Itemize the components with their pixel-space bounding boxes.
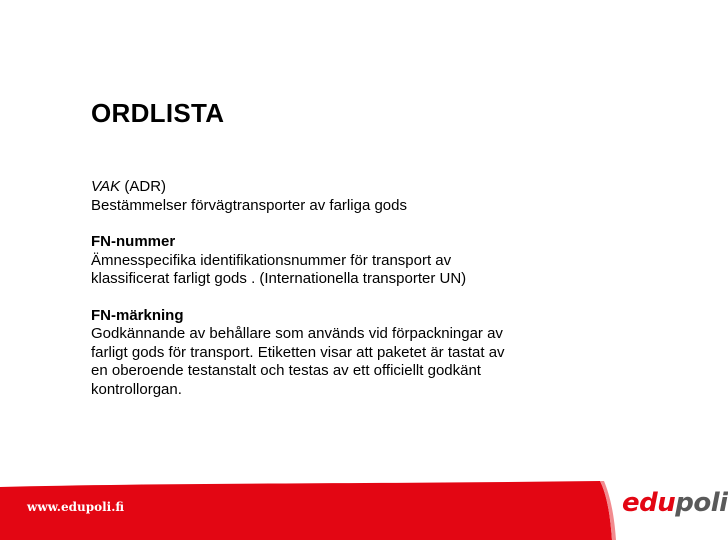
- term-label: VAK: [91, 178, 121, 195]
- entry-definition-line: Godkännande av behållare som används vid förpackningar av: [91, 325, 503, 342]
- entry-definition-line: klassificerat farligt gods . (Internationella transporter UN): [91, 270, 467, 287]
- entry-definition-line: Bestämmelser förvägtransporter av farliga gods: [91, 196, 407, 214]
- term-label: FN-märkning: [91, 306, 184, 324]
- entry-definition-line: en oberoende testanstalt och testas av ett officiellt godkänt: [91, 362, 481, 379]
- entry-term: [91, 178, 561, 197]
- term-suffix: (ADR): [120, 178, 167, 195]
- glossary: [91, 178, 561, 417]
- slide-title: ORDLISTA: [91, 98, 225, 128]
- glossary-entry-fn-nummer: [91, 233, 561, 289]
- edupoli-logo: edupoli: [622, 488, 728, 518]
- glossary-entry-fn-markning: [91, 307, 561, 400]
- glossary-entry-vak: [91, 178, 561, 215]
- entry-definition-line: kontrollorgan.: [91, 380, 182, 398]
- term-label: FN-nummer: [91, 233, 176, 250]
- entry-definition-line: Ämnesspecifika identifikationsnummer för transport av: [91, 251, 452, 269]
- footer-url[interactable]: www.edupoli.fi: [27, 500, 125, 514]
- entry-definition-line: farligt gods för transport. Etiketten visar att paketet är tastat av: [91, 343, 505, 361]
